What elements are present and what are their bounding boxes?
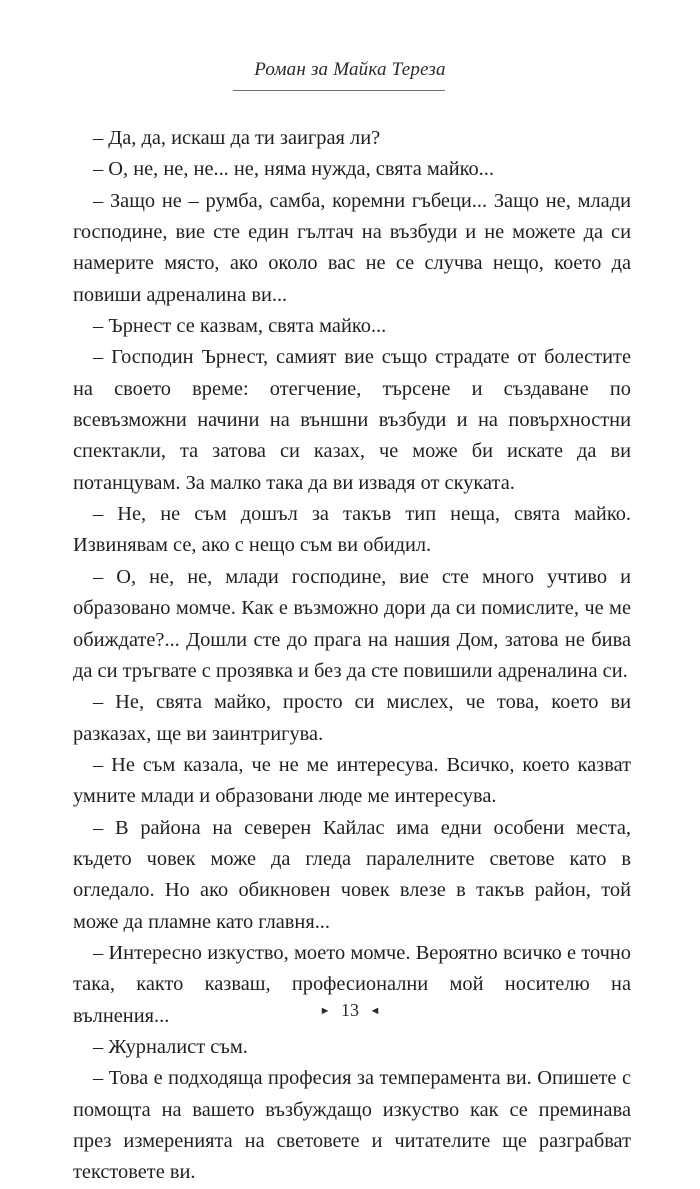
paragraph: – Интересно изкуство, моето момче. Вероятно всичко е точно така, както казваш, професионални мой носителю на вълнения... — [73, 941, 631, 1027]
paragraph: – Господин Ърнест, самият вие също страдате от болестите на своето време: отегчение, търсене и създаване по всевъзможни начини на външни възбуди и на повърхностни спектакли, та затова си казах, че може би искате да ви потанцувам. За малко така да ви извадя от скуката. — [73, 346, 631, 494]
header-rule — [233, 90, 445, 91]
page-folio — [0, 1000, 700, 1021]
paragraph: – Това е подходяща професия за темперамента ви. Опишете с помощта на вашето възбуждащо изкуство как се преминава през измеренията на световете и читателите ще разграбват текстовете ви. — [73, 1067, 631, 1184]
paragraph: – Не, не съм дошъл за такъв тип неща, свята майко. Извинявам се, ако с нещо съм ви обидил. — [73, 503, 631, 557]
paragraph: – Ърнест се казвам, свята майко... — [93, 315, 387, 338]
paragraph: – О, не, не, млади господине, вие сте много учтиво и образовано момче. Как е възможно дори да си помислите, че ме обиждате?... Дошли сте до прага на нашия Дом, затова не бива да си тръгвате с прозявка и без да сте повишили адреналина си. — [73, 565, 631, 682]
running-head-title: Роман за Майка Тереза — [254, 59, 446, 80]
paragraph: – Не, свята майко, просто си мислех, че това, което ви разказах, ще ви заинтригува. — [73, 691, 631, 745]
paragraph: – Защо не – румба, самба, коремни гъбеци... Защо не, млади господине, вие сте един гълтач на възбуди и не можете да си намерите място, ако около вас не се случва нещо, което да повиши адреналина ви... — [73, 189, 631, 306]
triangle-left-icon: ◄ — [369, 1005, 381, 1017]
triangle-right-icon: ► — [319, 1005, 331, 1017]
paragraph: – О, не, не, не... не, няма нужда, свята майко... — [93, 158, 494, 181]
page-number: 13 — [341, 1000, 359, 1020]
paragraph: – В района на северен Кайлас има едни особени места, където човек може да гледа паралелните светове като в огледало. Но ако обикновен човек влезе в такъв район, той може да пламне като главня... — [73, 816, 631, 933]
paragraph: – Да, да, искаш да ти заиграя ли? — [93, 127, 381, 149]
paragraph: – Не съм казала, че не ме интересува. Всичко, което казват умните млади и образовани люде ме интересува. — [73, 753, 631, 808]
body-text — [73, 123, 631, 1189]
paragraph: – Журналист съм. — [93, 1035, 248, 1058]
